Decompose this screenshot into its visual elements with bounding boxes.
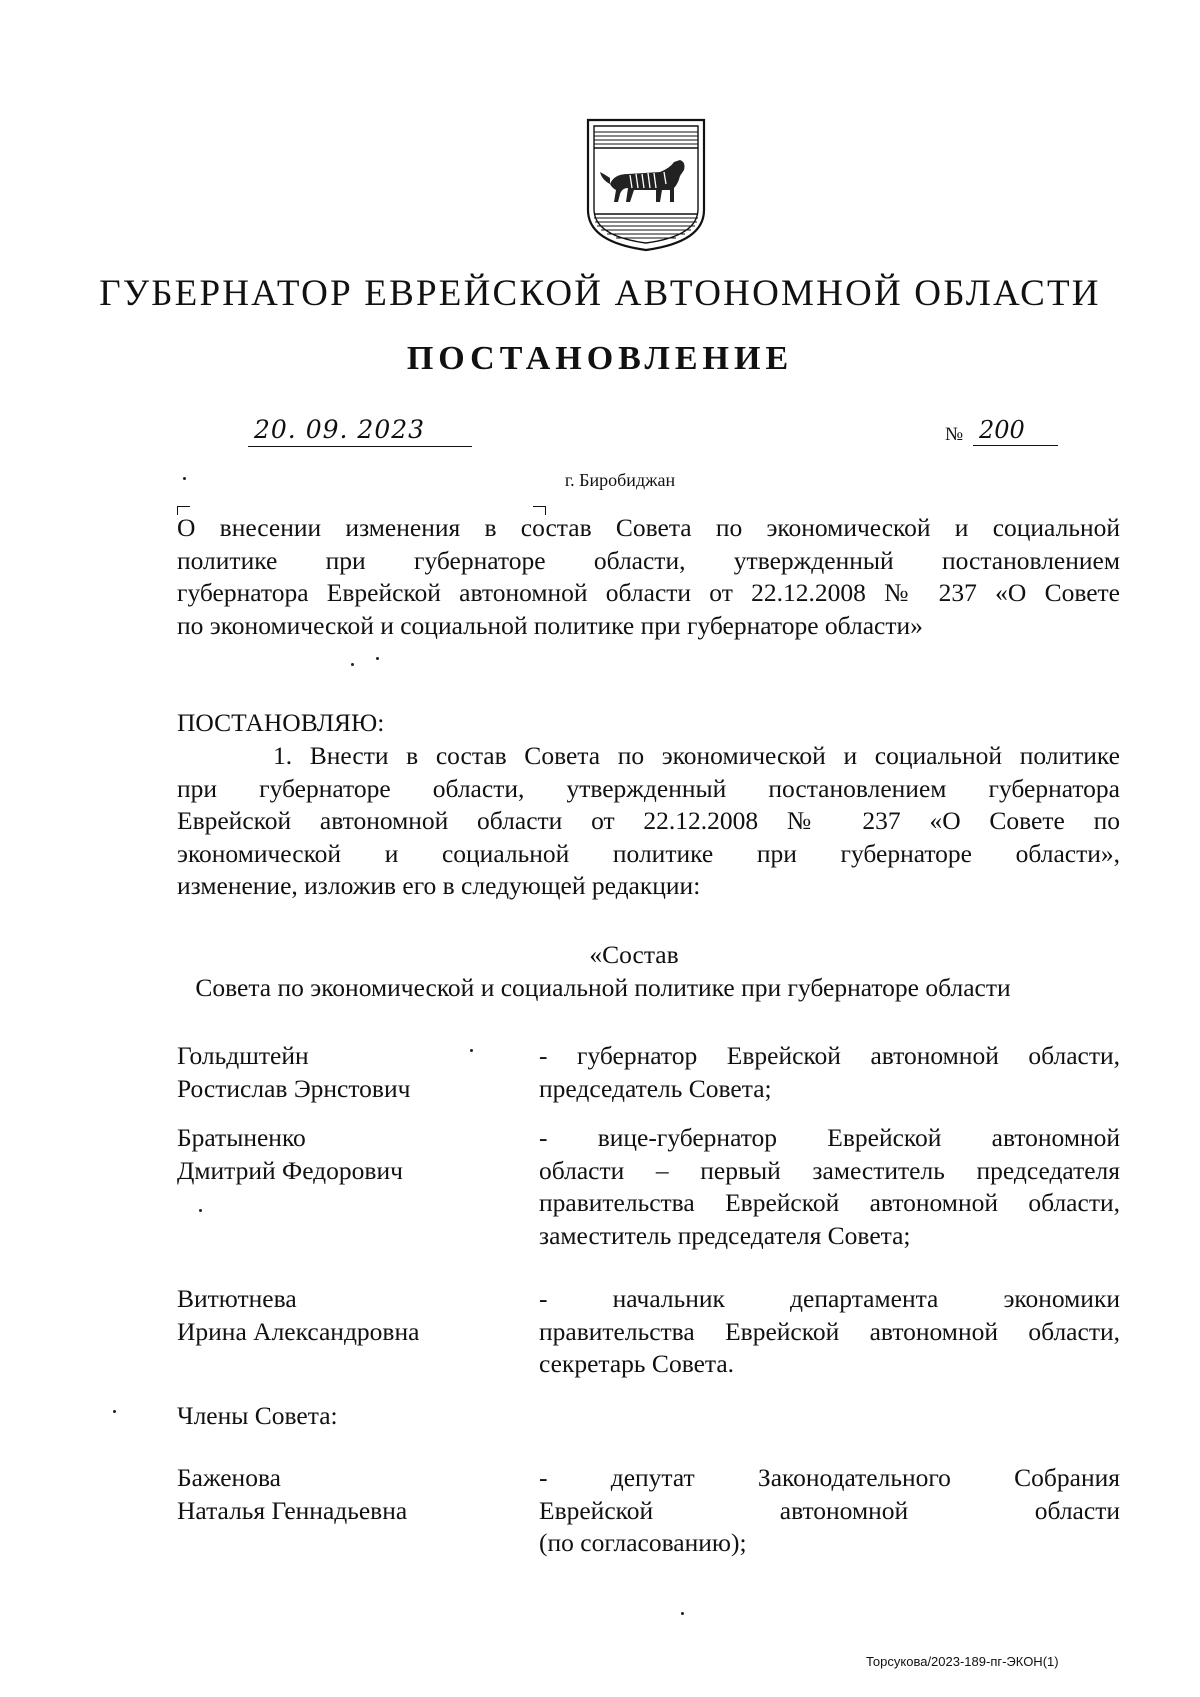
member-role-line: - губернатор Еврейской автономной области, [539, 1041, 1120, 1070]
member-surname: Братыненко [177, 1123, 306, 1152]
member-role-line: (по согласованию); [539, 1528, 747, 1557]
member-role-line: секретарь Совета. [539, 1349, 735, 1378]
member-role-line: заместитель председателя Совета; [539, 1220, 911, 1250]
member-role [539, 1122, 1120, 1252]
scan-speck [199, 1209, 202, 1212]
members-label: Члены Совета: [177, 1401, 338, 1430]
composition-subtitle: Совета по экономической и социальной политике при губернаторе области [195, 973, 1011, 1002]
member-role-line: Еврейской автономной области [539, 1495, 1120, 1525]
paragraph-line: при губернаторе области, утвержденный постановлением губернатора [177, 773, 1120, 803]
member-name [177, 1040, 507, 1105]
date-value: 20. 09. 2023 [254, 415, 426, 444]
scan-speck [351, 663, 354, 666]
member-surname: Витютнева [177, 1284, 297, 1313]
city-label: г. Биробиджан [564, 470, 676, 490]
scan-speck [681, 1612, 684, 1615]
member-given-names: Ростислав Эрнстович [177, 1073, 411, 1103]
paragraph-line: 1. Внести в состав Совета по экономической и социальной политике [273, 741, 1120, 770]
decree-title-line: политике при губернаторе области, утвержденный постановлением [177, 545, 1120, 575]
scan-speck [183, 477, 186, 480]
paragraph-line: изменение, изложив его в следующей редакции: [177, 871, 701, 900]
member-role-line: - вице-губернатор Еврейской автономной [539, 1123, 1120, 1152]
member-name [177, 1462, 507, 1527]
date-field [248, 406, 472, 447]
composition-title: «Состав [589, 940, 679, 969]
member-role-line: области – первый заместитель председателя [539, 1155, 1120, 1185]
member-surname: Баженова [177, 1463, 281, 1492]
resolve-word: ПОСТАНОВЛЯЮ: [177, 708, 385, 737]
number-sign: № [945, 424, 964, 445]
paragraph-line: экономической и социальной политике при губернаторе области», [177, 838, 1120, 868]
scan-speck [376, 657, 379, 660]
coat-of-arms-emblem [584, 114, 708, 254]
member-role-line: - депутат Законодательного Собрания [539, 1463, 1120, 1492]
member-role-line: - начальник департамента экономики [539, 1284, 1120, 1313]
decree-title-line: по экономической и социальной политике при губернаторе области» [177, 610, 923, 640]
number-underline [973, 411, 1058, 446]
member-given-names: Наталья Геннадьевна [177, 1495, 408, 1525]
document-type-heading: ПОСТАНОВЛЕНИЕ [406, 340, 794, 377]
member-role [539, 1283, 1120, 1381]
member-role-line: правительства Еврейской автономной области, [539, 1316, 1120, 1346]
authority-title: ГУБЕРНАТОР ЕВРЕЙСКОЙ АВТОНОМНОЙ ОБЛАСТИ [99, 273, 1101, 314]
member-surname: Гольдштейн [177, 1041, 309, 1070]
member-name [177, 1122, 507, 1187]
document-footer-code: Торсукова/2023-189-пг-ЭКОН(1) [866, 1654, 1059, 1669]
decree-title [177, 512, 1120, 642]
member-given-names: Дмитрий Федорович [177, 1155, 403, 1185]
scan-speck [470, 1049, 473, 1052]
member-role-line: правительства Еврейской автономной области, [539, 1188, 1120, 1217]
decree-title-line: губернатора Еврейской автономной области от 22.12.2008 № 237 «О Совете [177, 578, 1120, 607]
member-role [539, 1462, 1120, 1560]
paragraph-line: Еврейской автономной области от 22.12.2008 № 237 «О Совете по [177, 806, 1120, 835]
scan-speck [113, 1410, 116, 1413]
document-number-value: 200 [979, 416, 1025, 444]
member-name [177, 1283, 507, 1348]
paragraph-1 [177, 740, 1120, 903]
decree-title-line: О внесении изменения в состав Совета по экономической и социальной [177, 513, 1120, 542]
member-given-names: Ирина Александровна [177, 1316, 420, 1346]
member-role-line: председатель Совета; [539, 1073, 772, 1103]
member-role [539, 1040, 1120, 1105]
document-number-field [945, 406, 1058, 446]
